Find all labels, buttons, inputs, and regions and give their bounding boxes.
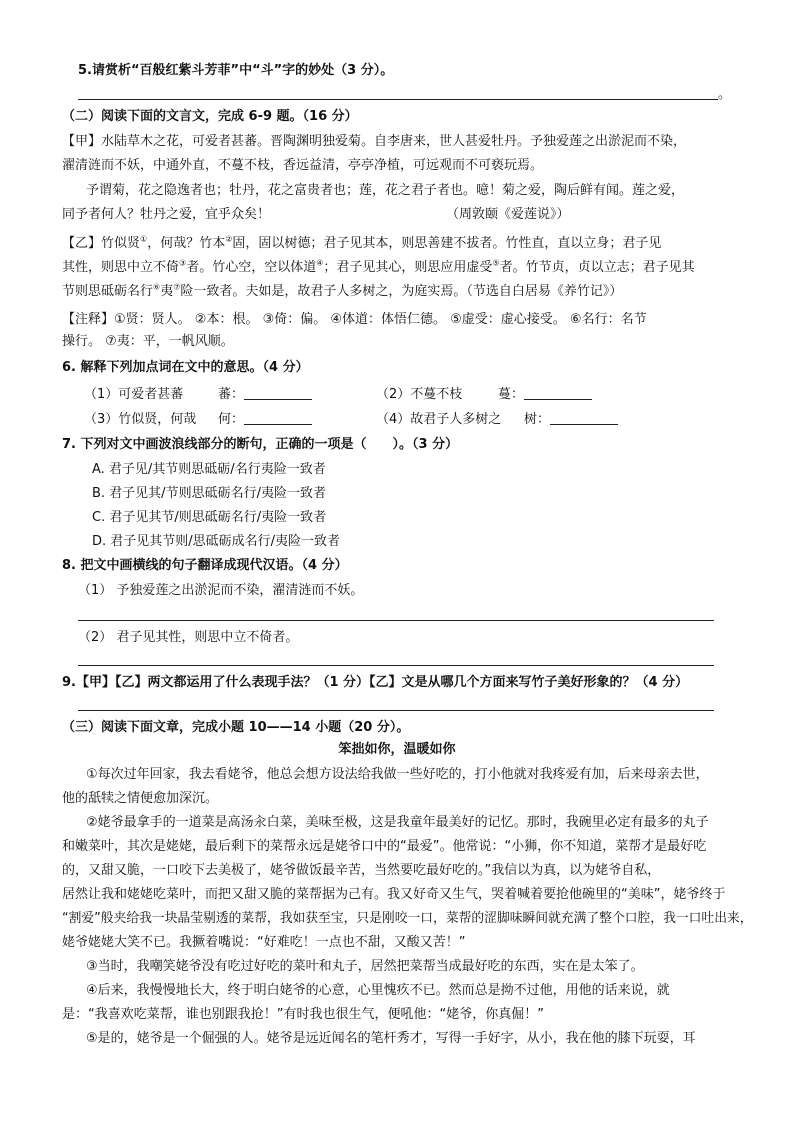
q6-item-2-answer: 蔓： — [498, 386, 592, 404]
notes-line-2: 操行。 ⑦夷：平，一帆风顺。 — [62, 334, 234, 349]
q8-sentence-1: （1） 予独爱莲之出淤泥而不染，濯清涟而不妖。 — [78, 583, 364, 598]
q5-text: 5.请赏析“百般红紫斗芳菲”中“斗”字的妙处（3 分）。 — [78, 63, 394, 78]
article-p1-line-2: 他的舐犊之情便愈加深沉。 — [62, 791, 219, 806]
jia-line-1: 【甲】水陆草木之花，可爱者甚蕃。晋陶渊明独爱菊。自李唐来，世人甚爱牡丹。予独爱莲之出淤泥而不染， — [62, 134, 687, 149]
note-mark-3: ③ — [179, 258, 187, 268]
q7-stem: 7. 下列对文中画波浪线部分的断句，正确的一项是（ ）。（3 分） — [62, 437, 459, 452]
note-mark-7: ⑦ — [173, 282, 181, 292]
article-p2-line-4: 居然让我和姥姥吃菜叶，而把又甜又脆的菜帮据为己有。我又好奇又生气，哭着喊着要抢他碗里的“美味”，姥爷终于 — [62, 887, 726, 902]
jia-line-4: 同予者何人？牡丹之爱，宜乎众矣！ — [62, 207, 271, 222]
article-p2-line-5: “割爱”般夹给我一块晶莹剔透的菜帮，我如获至宝，只是刚咬一口，菜帮的涩脚味瞬间就充满了整个口腔，我一口吐出来， — [62, 911, 753, 926]
article-p2-line-2: 和嫩菜叶，其次是姥姥，最后剩下的菜帮永远是姥爷口中的“最爱”。他常说：“小狮，你不知道，菜帮才是最好吃 — [62, 839, 707, 854]
article-p4-line-2: 是：“我喜欢吃菜帮，谁也别跟我抢！”有时我也很生气，便吼他：“姥爷，你真倔！” — [62, 1007, 544, 1022]
q7-option-a: A. 君子见/其节则思砥砺/名行夷险一致者 — [92, 462, 326, 477]
q7-option-b: B. 君子见其/节则思砥砺名行/夷险一致者 — [92, 486, 326, 501]
q8-stem: 8. 把文中画横线的句子翻译成现代汉语。（4 分） — [62, 558, 348, 573]
q6-item-2-phrase: （2）不蔓不枝 — [376, 387, 463, 402]
yi-line-1: 【乙】竹似贤①，何哉？竹本②固，固以树德；君子见其本，则思善建不拔者。竹性直，直以立身；君子见 — [62, 234, 662, 251]
q7-option-d: D. 君子见其节则/思砥砺成名行/夷险一致者 — [92, 534, 341, 549]
jia-line-2: 濯清涟而不妖，中通外直，不蔓不枝，香远益清，亭亭净植，可远观而不可亵玩焉。 — [62, 158, 544, 173]
q8-answer-line-2 — [78, 665, 714, 666]
article-p2-line-6: 姥爷姥姥大笑不已。我撅着嘴说：“好难吃！一点也不甜，又酸又苦！” — [62, 935, 466, 950]
q6-item-4-answer: 树： — [524, 411, 618, 429]
article-title: 笨拙如你，温暖如你 — [338, 742, 456, 757]
q6-item-1-blank — [244, 387, 312, 400]
q6-item-4-phrase: （4）故君子人多树之 — [376, 412, 502, 427]
yi-line-3: 节则思砥砺名行⑥夷⑦险一致者。夫如是，故君子人多树之，为庭实焉。（节选自白居易《养竹记》） — [62, 282, 623, 299]
section3-heading: （三）阅读下面文章，完成小题 10——14 小题（20 分）。 — [62, 720, 410, 735]
q6-stem: 6. 解释下列加点词在文中的意思。（4 分） — [62, 360, 309, 375]
q9-text: 9.【甲】【乙】两文都运用了什么表现手法？（1 分）【乙】文是从哪几个方面来写竹子美好形象的？（4 分） — [62, 675, 689, 690]
notes-line-1: 【注释】①贤：贤人。 ②本：根。 ③倚：偏。 ④体道：体悟仁德。 ⑤虚受：虚心接受。 ⑥名行：名节 — [62, 312, 647, 327]
yi-line-2: 其性，则思中立不倚③者。竹心空，空以体道④；君子见其心，则思应用虚受⑤者。竹节贞，贞以立志；君子见其 — [62, 258, 695, 275]
note-mark-4: ④ — [316, 258, 324, 268]
q5-end-mark: 。 — [718, 87, 732, 102]
q9-answer-line — [78, 710, 714, 711]
q6-item-1-phrase: （1）可爱者甚蕃 — [84, 387, 184, 402]
q8-sentence-2: （2） 君子见其性，则思中立不倚者。 — [78, 630, 299, 645]
q6-item-2-blank — [524, 387, 592, 400]
q5-answer-line — [78, 99, 718, 100]
q6-item-3-phrase: （3）竹似贤，何哉 — [84, 412, 197, 427]
section2-heading: （二）阅读下面的文言文，完成 6-9 题。（16 分） — [62, 109, 358, 124]
note-mark-5: ⑤ — [492, 258, 500, 268]
q8-answer-line-1 — [78, 620, 714, 621]
q6-item-3-answer: 何： — [218, 411, 312, 429]
article-p2-line-1: ②姥爷最拿手的一道菜是高汤汆白菜，美味至极，这是我童年最美好的记忆。那时，我碗里必定有最多的丸子 — [86, 815, 709, 830]
note-mark-6: ⑥ — [153, 282, 161, 292]
jia-line-3: 予谓菊，花之隐逸者也；牡丹，花之富贵者也；莲，花之君子者也。噫！菊之爱，陶后鲜有闻。莲之爱， — [86, 183, 685, 198]
article-p3: ③当时，我嘲笑姥爷没有吃过好吃的菜叶和丸子，居然把菜帮当成最好吃的东西，实在是太笨了。 — [86, 959, 644, 974]
article-p1-line-1: ①每次过年回家，我去看姥爷，他总会想方设法给我做一些好吃的，打小他就对我疼爱有加，后来母亲去世， — [86, 767, 709, 782]
article-p2-line-3: 的，又甜又脆，一口咬下去美极了，姥爷做饭最辛苦，当然要吃最好吃的。”我信以为真，以为姥爷自私， — [62, 863, 661, 878]
jia-source: （周敦颐《爱莲说》） — [446, 207, 570, 222]
q6-item-4-blank — [550, 412, 618, 425]
q7-option-c: C. 君子见其节/则思砥砺名行/夷险一致者 — [92, 510, 327, 525]
article-p4-line-1: ④后来，我慢慢地长大，终于明白姥爷的心意，心里愧疚不已。然而总是拗不过他，用他的话来说，就 — [86, 983, 670, 998]
note-mark-1: ① — [140, 234, 148, 244]
q6-item-3-blank — [244, 412, 312, 425]
article-p5-line-1: ⑤是的，姥爷是一个倔强的人。姥爷是远近闻名的笔杆秀才，写得一手好字，从小，我在他的膝下玩耍，耳 — [86, 1031, 696, 1046]
q6-item-1-answer: 蕃： — [218, 386, 312, 404]
note-mark-2: ② — [225, 234, 233, 244]
